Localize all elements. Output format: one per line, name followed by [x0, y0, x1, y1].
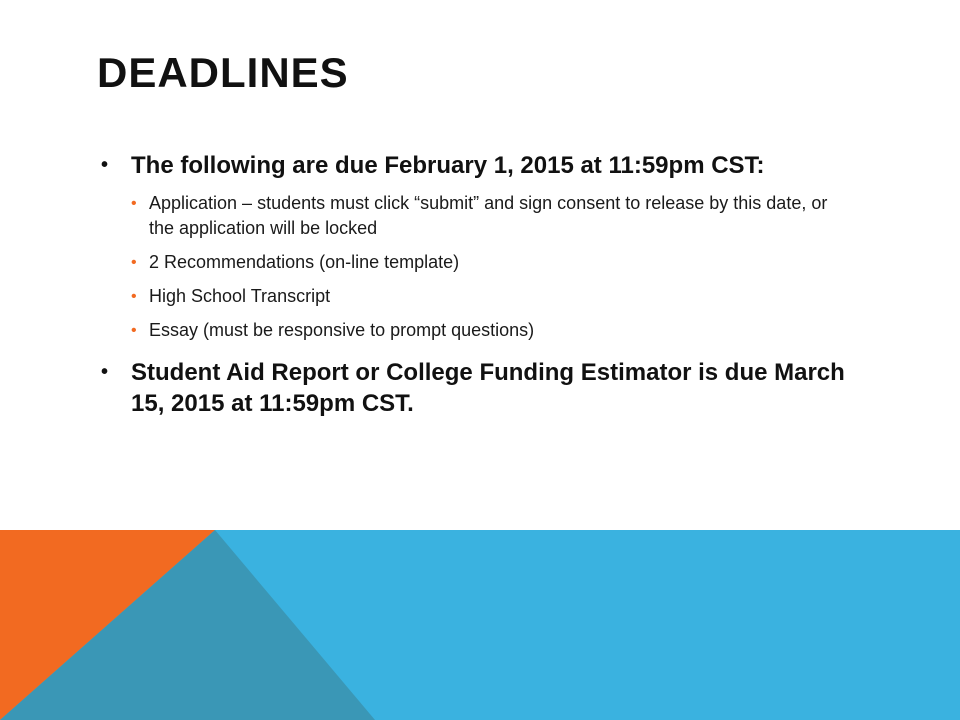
- sub-bullet-text: Application – students must click “submit” and sign consent to release by this date, or the application will be locked: [149, 193, 828, 238]
- bullet-text: The following are due February 1, 2015 at 11:59pm CST:: [131, 152, 765, 179]
- bullet-item-2: [97, 357, 857, 419]
- sub-bullet-text: 2 Recommendations (on-line template): [149, 252, 460, 272]
- sub-bullet-text: High School Transcript: [149, 286, 331, 306]
- sub-bullet-item: [115, 250, 857, 275]
- bullet-dot-icon: •: [101, 154, 109, 176]
- sub-bullet-list: [97, 191, 857, 343]
- sub-bullet-item: [115, 191, 857, 241]
- bullet-list: [97, 150, 857, 429]
- bullet-text: Student Aid Report or College Funding Estimator is due March 15, 2015 at 11:59pm CST.: [131, 359, 845, 417]
- sub-bullet-dot-icon: •: [131, 288, 137, 305]
- sub-bullet-text: Essay (must be responsive to prompt questions): [149, 320, 535, 340]
- sub-bullet-item: [115, 284, 857, 309]
- decorative-footer-band: [0, 530, 960, 720]
- sub-bullet-dot-icon: •: [131, 195, 137, 212]
- bullet-item-1: [97, 150, 857, 181]
- sub-bullet-dot-icon: •: [131, 254, 137, 271]
- bullet-dot-icon: •: [101, 361, 109, 383]
- sub-bullet-dot-icon: •: [131, 322, 137, 339]
- sub-bullet-item: [115, 318, 857, 343]
- slide-title: DEADLINES: [97, 49, 349, 96]
